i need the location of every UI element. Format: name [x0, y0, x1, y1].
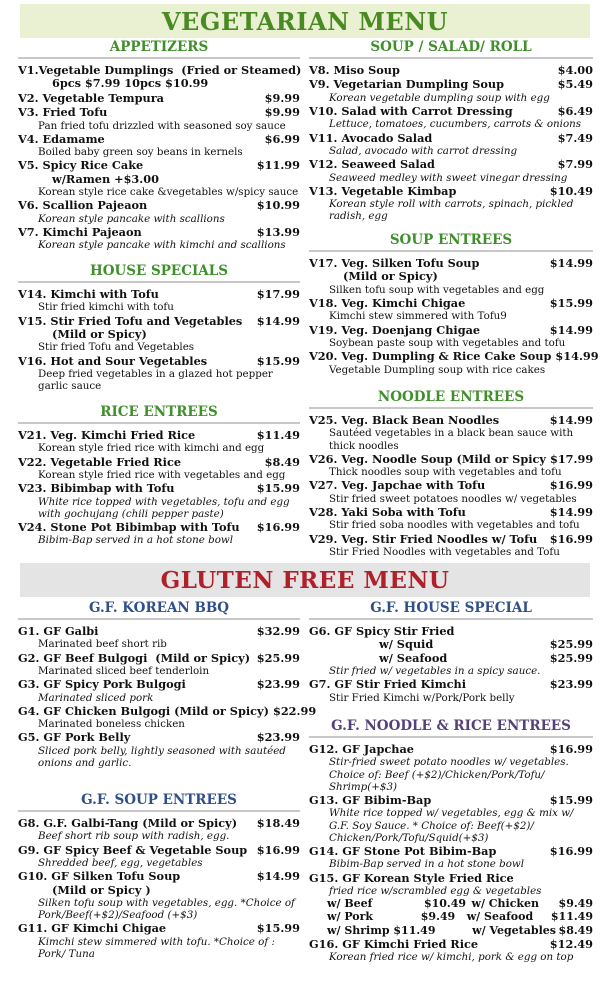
menu-item [309, 743, 593, 793]
menu-item-description: Korean style roll with carrots, spinach, pickled radish, egg [329, 198, 574, 223]
menu-item-row [18, 64, 300, 77]
menu-item-row [18, 922, 300, 935]
menu-item-description: Boiled baby green soy beans in kernels [38, 146, 243, 159]
menu-item-name: G12. GF Japchae [309, 742, 414, 756]
menu-item-name: V7. Kimchi Pajeaon [18, 225, 142, 240]
menu-item-price: $6.99 [264, 131, 300, 146]
menu-item [309, 845, 593, 871]
menu-item [309, 78, 593, 104]
menu-item-name: V20. Veg. Dumpling & Rice Cake Soup [309, 349, 552, 364]
section-title: NOODLE ENTREES [309, 389, 593, 409]
menu-item-row [309, 533, 593, 546]
menu-item-description: Marinated sliced pork [38, 691, 154, 704]
menu-item-row [309, 479, 593, 492]
section-title: G.F. NOODLE & RICE ENTREES [309, 718, 593, 738]
menu-item [18, 625, 300, 651]
menu-item-name: G1. GF Galbi [18, 624, 99, 638]
menu-item-name: V27. Veg. Japchae with Tofu [309, 478, 486, 493]
menu-item-price: $32.99 [256, 624, 300, 638]
option-label: w/ Seafood [379, 650, 448, 665]
menu-item-price: $6.49 [557, 104, 593, 119]
menu-item-price: $11.49 [256, 428, 300, 442]
menu-item-price: $16.99 [256, 842, 300, 857]
variant-price [425, 924, 472, 937]
section-title: SOUP ENTREES [309, 232, 593, 252]
menu-item-description: Korean style fried rice with kimchi and egg [38, 442, 265, 455]
menu-item [18, 429, 300, 455]
menu-item-row [18, 625, 300, 638]
menu-item-name: G2. GF Beef Bulgogi (Mild or Spicy) [18, 650, 251, 665]
menu-item-row [309, 297, 593, 310]
menu-item-row [18, 355, 300, 368]
menu-item [18, 288, 300, 314]
menu-item-description: Silken tofu soup with vegetables and egg [329, 283, 545, 296]
menu-item [309, 453, 593, 479]
gf-house-special-section [309, 600, 593, 705]
menu-item-row [18, 199, 300, 212]
menu-item-name: G15. GF Korean Style Fried Rice [309, 870, 514, 885]
menu-item [309, 158, 593, 184]
menu-item [309, 257, 593, 296]
section-title: HOUSE SPECIALS [18, 263, 300, 283]
house-specials-section [18, 263, 300, 393]
variant-price: $9.49 [558, 897, 593, 911]
menu-item [18, 870, 300, 921]
menu-item-name: G4. GF Chicken Bulgogi (Mild or Spicy) [18, 703, 269, 718]
menu-item [309, 533, 593, 559]
menu-item-row [309, 105, 593, 118]
option-price: $25.99 [549, 637, 593, 652]
menu-item-name: V21. Veg. Kimchi Fried Rice [18, 428, 196, 442]
menu-item-description: Kimchi stew simmered with Tofu9 [329, 310, 507, 323]
menu-item-price: $14.99 [549, 505, 593, 520]
menu-item-row [309, 872, 593, 885]
menu-item [18, 226, 300, 252]
menu-item-row [309, 845, 593, 858]
menu-item-row [18, 92, 300, 105]
menu-item-description: Stir fried kimchi with tofu [38, 301, 174, 314]
menu-item-row [18, 844, 300, 857]
menu-item-row [309, 257, 593, 270]
menu-item-price: $23.99 [256, 730, 300, 745]
option-label: w/ Squid [379, 637, 434, 652]
menu-item-row [18, 315, 300, 328]
menu-item-row [309, 794, 593, 807]
menu-item-row [309, 938, 593, 951]
menu-item-row [18, 456, 300, 469]
menu-item [18, 703, 317, 731]
menu-item-row [18, 870, 300, 883]
menu-item-description: Seaweed medley with sweet vinegar dressing [329, 171, 568, 184]
menu-item-price: $17.99 [256, 287, 300, 301]
menu-item-description: Stir fried Tofu and Vegetables [38, 341, 195, 354]
menu-item-price: $9.99 [264, 105, 300, 120]
menu-item-description: Bibim-Bap served in a hot stone bowl [38, 534, 234, 547]
variant-price: $9.49 [420, 910, 456, 924]
menu-item-description: Marinated boneless chicken [38, 718, 185, 731]
menu-item-name: V11. Avocado Salad [309, 130, 433, 145]
menu-item [309, 479, 593, 505]
menu-item-price: $16.99 [256, 520, 300, 535]
section-title: RICE ENTREES [18, 404, 300, 424]
menu-item [18, 315, 300, 354]
menu-item-description: Korean style rice cake &vegetables w/spicy sauce [38, 186, 299, 199]
menu-item [18, 482, 300, 520]
menu-item-description: Sautéed vegetables in a black bean sauce with thick noodles [329, 427, 574, 452]
menu-item-row [309, 743, 593, 756]
menu-item [309, 349, 599, 376]
menu-item-description: Pan fried tofu drizzled with seasoned soy sauce [38, 119, 286, 132]
section-title: SOUP / SALAD/ ROLL [309, 39, 593, 59]
menu-item-name: V28. Yaki Soba with Tofu [309, 505, 466, 520]
menu-item [309, 414, 593, 452]
menu-item [309, 297, 593, 323]
menu-item-name: V9. Vegetarian Dumpling Soup [309, 77, 505, 92]
menu-item-description: Korean style pancake with scallions [38, 212, 225, 225]
menu-item-price: $15.99 [256, 481, 300, 496]
menu-item-row [18, 678, 300, 691]
menu-item-description: Lettuce, tomatoes, cucumbers, carrots & onions [329, 118, 582, 131]
menu-item-description: Sliced pork belly, lightly seasoned with sautéed onions and garlic. [38, 744, 286, 770]
menu-item-name: V2. Vegetable Tempura [18, 90, 164, 105]
menu-item-name: V16. Hot and Sour Vegetables [18, 353, 208, 368]
menu-item-name: G13. GF Bibim-Bap [309, 793, 432, 808]
menu-item-description: Stir Fried Kimchi w/Pork/Pork belly [329, 691, 515, 704]
menu-item-option: (Mild or Spicy) [343, 269, 438, 284]
gluten-free-menu-banner [20, 563, 590, 597]
rice-entrees-section [18, 404, 300, 548]
menu-item-description: Kimchi stew simmered with tofu. *Choice of : Pork/ Tuna [38, 935, 275, 961]
menu-item-description: White rice topped w/ vegetables, egg & mix w/ G.F. Soy Sauce. * Choice of: Beef(+$2)/ Chicken/Pork/Tofu/Squid(+$3) [329, 807, 574, 844]
menu-item [309, 938, 593, 964]
menu-item-price: $17.99 [549, 451, 594, 466]
menu-item-row [18, 703, 317, 718]
variant-row [309, 897, 593, 910]
menu-item [18, 844, 300, 870]
menu-item-row [309, 414, 593, 427]
menu-item-description: Stir-fried sweet potato noodles w/ vegetables. Choice of: Beef (+$2)/Chicken/Pork/Tofu/ Shrimp(+$3) [329, 756, 569, 793]
variant-label: w/ Shrimp $11.49 [327, 923, 436, 937]
menu-item-row [309, 132, 593, 145]
menu-item-row [309, 64, 593, 77]
menu-item-price: $8.49 [264, 454, 300, 469]
menu-item-name: V8. Miso Soup [309, 63, 400, 77]
menu-item [18, 456, 300, 482]
menu-item-name: V18. Veg. Kimchi Chigae [309, 296, 466, 311]
menu-item-name: V19. Veg. Doenjang Chigae [309, 322, 481, 337]
menu-item-price: $12.49 [549, 936, 593, 951]
menu-item-description: Stir fried sweet potatoes noodles w/ vegetables [329, 492, 577, 505]
menu-item-name: V13. Vegetable Kimbap [309, 183, 457, 198]
menu-item [18, 92, 300, 105]
menu-item-price: $14.99 [555, 349, 599, 364]
menu-item-price: $10.99 [256, 198, 300, 213]
variant-row [309, 924, 593, 937]
menu-item-name: V3. Fried Tofu [18, 105, 108, 120]
menu-item-price: $16.99 [549, 844, 593, 859]
variant-label: w/ Chicken [471, 897, 540, 911]
menu-item [309, 105, 593, 131]
menu-item-name: G11. GF Kimchi Chigae [18, 921, 167, 936]
menu-item [18, 521, 300, 547]
menu-item-price: $15.99 [549, 296, 593, 311]
vegetarian-menu-title: VEGETARIAN MENU [161, 6, 449, 36]
menu-item-price: $22.99 [272, 703, 317, 718]
menu-item-name: V4. Edamame [18, 131, 105, 146]
menu-item-description: fried rice w/scrambled egg & vegetables [329, 885, 542, 898]
menu-item-name: G5. GF Pork Belly [18, 730, 131, 745]
menu-item-row [309, 324, 593, 337]
option-price: $25.99 [549, 650, 593, 665]
variant-price: $8.49 [558, 923, 593, 937]
variant-label: w/ Seafood [466, 910, 534, 924]
menu-item-price: $16.99 [549, 478, 593, 493]
menu-item-row [18, 429, 300, 442]
menu-item-description: Stir fried soba noodles with vegetables and tofu [329, 519, 580, 532]
menu-item-row [309, 158, 593, 171]
menu-item-name: V14. Kimchi with Tofu [18, 287, 159, 301]
menu-item-row [18, 521, 300, 534]
menu-item-name: G16. GF Kimchi Fried Rice [309, 936, 479, 951]
menu-item-option: (Mild or Spicy) [52, 327, 147, 342]
variant-label: w/ Pork [327, 910, 374, 924]
variant-row [309, 910, 593, 923]
menu-item-description: Korean vegetable dumpling soup with egg [329, 91, 550, 104]
menu-item-name: G8. G.F. Galbi-Tang (Mild or Spicy) [18, 816, 238, 830]
menu-item-row [309, 506, 593, 519]
menu-item-name: G7. GF Stir Fried Kimchi [309, 677, 467, 692]
variant-price: $11.49 [550, 910, 593, 924]
menu-item [18, 199, 300, 225]
menu-item-price: $15.99 [549, 793, 593, 808]
menu-item-price: $23.99 [549, 677, 593, 692]
menu-item-description: Thick noodles soup with vegetables and tofu [329, 466, 562, 479]
gf-noodle-rice-section [309, 718, 593, 964]
menu-item-row [18, 159, 300, 172]
menu-item-price: $4.00 [557, 63, 593, 77]
menu-item-name: V22. Vegetable Fried Rice [18, 454, 182, 469]
menu-item-row [18, 133, 300, 146]
menu-item-row [18, 288, 300, 301]
menu-item-row [18, 652, 300, 665]
menu-item-name: V23. Bibimbap with Tofu [18, 481, 175, 496]
menu-item-description: Vegetable Dumpling soup with rice cakes [329, 363, 546, 376]
menu-item-row [309, 678, 593, 691]
menu-item-description: Bibim-Bap served in a hot stone bowl [329, 858, 525, 871]
menu-item [18, 678, 300, 704]
menu-item [309, 794, 593, 844]
menu-item-name: V24. Stone Pot Bibimbap with Tofu [18, 520, 240, 535]
menu-item-price: $11.99 [256, 158, 300, 173]
variant-label: w/ Vegetables [472, 923, 556, 937]
vegetarian-menu-banner [20, 4, 590, 38]
menu-item-price: $13.99 [256, 225, 300, 240]
menu-item [309, 625, 593, 677]
menu-item-price: $14.99 [549, 322, 593, 337]
menu-item-description: Deep fried vegetables in a glazed hot pepper garlic sauce [38, 368, 273, 393]
menu-item-price: $15.99 [256, 353, 300, 368]
menu-item-price: $25.99 [256, 650, 300, 665]
menu-item-row [18, 106, 300, 119]
menu-item-price: $5.49 [557, 77, 593, 92]
menu-item-option-row [309, 638, 593, 651]
section-title: G.F. HOUSE SPECIAL [309, 600, 593, 620]
menu-item-description: Shredded beef, egg, vegetables [38, 857, 203, 870]
menu-item-price: $14.99 [256, 313, 300, 328]
menu-item [18, 731, 300, 769]
menu-item-row [309, 349, 599, 364]
menu-item-price: $18.49 [256, 816, 300, 830]
menu-item-name: V5. Spicy Rice Cake [18, 158, 144, 173]
menu-item-price: $7.49 [557, 130, 593, 145]
menu-item [18, 133, 300, 159]
menu-item-price: $16.99 [549, 742, 593, 756]
menu-item-name: G6. GF Spicy Stir Fried [309, 624, 455, 638]
menu-item-row [18, 482, 300, 495]
menu-item [309, 506, 593, 532]
menu-item [18, 652, 300, 678]
menu-item-name: V29. Veg. Stir Fried Noodles w/ Tofu [309, 531, 538, 546]
soup-entrees-section [309, 232, 599, 377]
menu-item-row [309, 185, 593, 198]
menu-item [18, 922, 300, 960]
menu-item-name: V6. Scallion Pajeaon [18, 198, 148, 213]
menu-item [309, 678, 593, 704]
menu-item-price [589, 872, 593, 885]
gf-korean-bbq-section [18, 600, 317, 770]
menu-item-price: $16.99 [549, 531, 593, 546]
menu-item-description: Stir fried w/ vegetables in a spicy sauce. [329, 665, 541, 678]
menu-item-name: G10. GF Silken Tofu Soup [18, 869, 181, 884]
menu-item-description: Silken tofu soup with vegetables, egg. *Choice of Pork/Beef(+$2)/Seafood (+$3) [38, 897, 295, 922]
menu-item-price [589, 625, 593, 638]
menu-item-row [18, 731, 300, 744]
menu-item [18, 355, 300, 393]
menu-item-description: Beef short rib soup with radish, egg. [38, 830, 230, 843]
menu-item-row [309, 78, 593, 91]
menu-item-description: Salad, avocado with carrot dressing [329, 145, 518, 158]
noodle-entrees-section [309, 389, 593, 559]
menu-item-name: V26. Veg. Noodle Soup (Mild or Spicy [309, 451, 546, 466]
menu-item-row [309, 625, 593, 638]
section-title: APPETIZERS [18, 39, 300, 59]
menu-item-price: $14.99 [256, 869, 300, 884]
menu-item-description: Stir Fried Noodles with vegetables and Tofu [329, 546, 560, 559]
gf-soup-entrees-section [18, 792, 300, 961]
variant-label: w/ Beef [327, 897, 373, 911]
menu-item [18, 159, 300, 198]
menu-item-option: (Mild or Spicy ) [52, 882, 151, 897]
variant-price: $10.49 [423, 897, 467, 911]
menu-item-name: G9. GF Spicy Beef & Vegetable Soup [18, 842, 248, 857]
menu-item-price: $14.99 [549, 413, 593, 427]
menu-item-price: $9.99 [264, 90, 300, 105]
menu-item-description: Korean style fried rice with vegetables and egg [38, 469, 286, 482]
section-title: G.F. KOREAN BBQ [18, 600, 300, 620]
section-title: G.F. SOUP ENTREES [18, 792, 300, 812]
menu-item-name: V17. Veg. Silken Tofu Soup [309, 256, 480, 270]
menu-item [18, 106, 300, 132]
menu-item-price [301, 64, 305, 77]
menu-item-description: Marinated sliced beef tenderloin [38, 665, 210, 678]
menu-item-row [309, 453, 593, 466]
menu-item-price: $7.99 [557, 157, 593, 172]
menu-item-name: V15. Stir Fried Tofu and Vegetables [18, 313, 243, 328]
menu-item-price: $15.99 [256, 921, 300, 936]
menu-item-price: $10.49 [549, 183, 593, 198]
menu-item-description: White rice topped with vegetables, tofu and egg with gochujang (chili pepper paste) [38, 495, 290, 520]
soup-salad-roll-section [309, 39, 593, 224]
menu-item-row [18, 817, 300, 830]
menu-item [309, 185, 593, 223]
menu-item-description: Soybean paste soup with vegetables and tofu [329, 337, 566, 350]
menu-item-description: Korean fried rice w/ kimchi, pork & egg on top [329, 951, 574, 964]
menu-item-price: $14.99 [549, 256, 593, 270]
menu-item-name: V25. Veg. Black Bean Noodles [309, 413, 500, 427]
menu-item [309, 64, 593, 77]
menu-item-name: V1.Vegetable Dumplings (Fried or Steamed) [18, 63, 302, 77]
menu-item-description: Marinated beef short rib [38, 638, 167, 651]
menu-item-price: $23.99 [256, 677, 300, 692]
gluten-free-menu-title: GLUTEN FREE MENU [160, 566, 450, 594]
menu-item-name: G14. GF Stone Pot Bibim-Bap [309, 844, 497, 859]
menu-item-name: V12. Seaweed Salad [309, 157, 435, 172]
menu-item-option-row [309, 652, 593, 665]
menu-item-name: V10. Salad with Carrot Dressing [309, 104, 513, 119]
menu-item-option: 6pcs $7.99 10pcs $10.99 [52, 76, 209, 91]
menu-item-row [18, 226, 300, 239]
menu-item [18, 64, 300, 91]
menu-item [309, 324, 593, 350]
menu-item-option: w/Ramen +$3.00 [52, 171, 159, 186]
appetizers-section [18, 39, 300, 253]
menu-item [309, 132, 593, 158]
menu-item [18, 817, 300, 843]
menu-item-description: Korean style pancake with kimchi and scallions [38, 239, 286, 252]
menu-item-name: G3. GF Spicy Pork Bulgogi [18, 677, 186, 692]
menu-item [309, 872, 593, 937]
